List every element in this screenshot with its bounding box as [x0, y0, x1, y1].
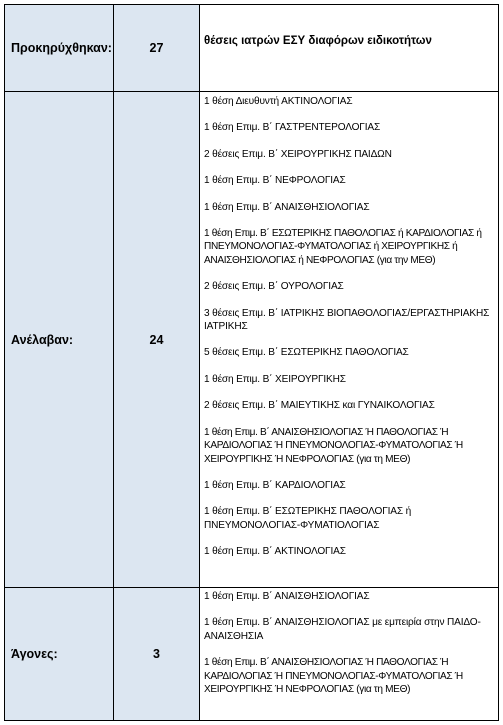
list-item: 1 θέση Επιμ. Β΄ ΑΝΑΙΣΘΗΣΙΟΛΟΓΙΑΣ Ή ΠΑΘΟΛΟΓΙΑΣ Ή ΚΑΡΔΙΟΛΟΓΙΑΣ Ή ΠΝΕΥΜΟΝΟΛΟΓΙΑΣ-ΦΥΜΑΤΟΛΟΓΙΑΣ Ή ΧΕΙΡΟΥΡΓΙΚΗΣ Ή ΝΕΦΡΟΛΟΓΙΑΣ (για τη ΜΕΘ)	[204, 426, 463, 465]
items-cell	[200, 92, 498, 587]
label-cell	[5, 92, 114, 587]
row-count: 3	[153, 647, 160, 661]
items-cell	[200, 588, 498, 720]
list-item: 1 θέση Επιμ. Β΄ ΑΝΑΙΣΘΗΣΙΟΛΟΓΙΑΣ	[204, 591, 370, 602]
count-cell	[114, 5, 200, 91]
list-item: 1 θέση Επιμ. Β΄ ΕΣΩΤΕΡΙΚΗΣ ΠΑΘΟΛΟΓΙΑΣ ή ΠΝΕΥΜΟΝΟΛΟΓΙΑΣ-ΦΥΜΑΤΙΟΛΟΓΙΑΣ	[204, 506, 412, 531]
row-announced	[5, 5, 498, 92]
list-item: 5 θέσεις Επιμ. Β΄ ΕΣΩΤΕΡΙΚΗΣ ΠΑΘΟΛΟΓΙΑΣ	[204, 347, 409, 359]
row-label: Άγονες:	[11, 647, 58, 661]
row-label: Ανέλαβαν:	[11, 332, 74, 347]
list-item: 2 θέσεις Επιμ. Β΄ ΜΑΙΕΥΤΙΚΗΣ και ΓΥΝΑΙΚΟΛΟΓΙΑΣ	[204, 400, 435, 412]
row-barren	[5, 588, 498, 720]
list-item: 1 θέση Επιμ. Β΄ ΓΑΣΤΡΕΝΤΕΡΟΛΟΓΙΑΣ	[204, 122, 381, 134]
row-description: θέσεις ιατρών ΕΣΥ διαφόρων ειδικοτήτων	[204, 35, 432, 48]
list-item: 1 θέση Επιμ. Β΄ ΑΝΑΙΣΘΗΣΙΟΛΟΓΙΑΣ	[204, 201, 370, 213]
list-item: 2 θέσεις Επιμ. Β΄ ΟΥΡΟΛΟΓΙΑΣ	[204, 281, 344, 293]
list-item: 1 θέση Επιμ. Β΄ ΑΝΑΙΣΘΗΣΙΟΛΟΓΙΑΣ με εμπειρία στην ΠΑΙΔΟ-ΑΝΑΙΣΘΗΣΙΑ	[204, 617, 481, 642]
row-count: 24	[149, 332, 164, 347]
count-cell	[114, 92, 200, 587]
list-item: 1 θέση Επιμ. Β΄ ΕΣΩΤΕΡΙΚΗΣ ΠΑΘΟΛΟΓΙΑΣ ή ΚΑΡΔΙΟΛΟΓΙΑΣ ή ΠΝΕΥΜΟΝΟΛΟΓΙΑΣ-ΦΥΜΑΤΟΛΟΓΙΑΣ ή ΧΕΙΡΟΥΡΓΙΚΗΣ ή ΑΝΑΙΣΘΗΣΙΟΛΟΓΙΑΣ ή ΝΕΦΡΟΛΟΓΙΑΣ (για την ΜΕΘ)	[204, 228, 482, 266]
positions-list	[204, 590, 495, 696]
list-item: 1 θέση Επιμ. Β΄ ΑΚΤΙΝΟΛΟΓΙΑΣ	[204, 546, 346, 558]
list-item: 1 θέση Επιμ. Β΄ ΝΕΦΡΟΛΟΓΙΑΣ	[204, 175, 346, 187]
description-cell	[200, 5, 498, 91]
positions-list	[204, 95, 495, 559]
list-item: 1 θέση Επιμ. Β΄ ΚΑΡΔΙΟΛΟΓΙΑΣ	[204, 479, 346, 491]
label-cell	[5, 588, 114, 720]
label-cell	[5, 5, 114, 91]
row-label: Προκηρύχθηκαν:	[11, 41, 112, 55]
row-taken	[5, 92, 498, 588]
list-item: 2 θέσεις Επιμ. Β΄ ΧΕΙΡΟΥΡΓΙΚΗΣ ΠΑΙΔΩΝ	[204, 148, 392, 160]
list-item: 1 θέση Επιμ. Β΄ ΑΝΑΙΣΘΗΣΙΟΛΟΓΙΑΣ Ή ΠΑΘΟΛΟΓΙΑΣ Ή ΚΑΡΔΙΟΛΟΓΙΑΣ Ή ΠΝΕΥΜΟΝΟΛΟΓΙΑΣ-ΦΥΜΑΤΟΛΟΓΙΑΣ Ή ΧΕΙΡΟΥΡΓΙΚΗΣ Ή ΝΕΦΡΟΛΟΓΙΑΣ (για τη ΜΕΘ)	[204, 657, 463, 696]
list-item: 1 θέση Επιμ. Β΄ ΧΕΙΡΟΥΡΓΙΚΗΣ	[204, 373, 346, 385]
positions-table	[4, 4, 499, 721]
list-item: 3 θέσεις Επιμ. Β΄ ΙΑΤΡΙΚΗΣ ΒΙΟΠΑΘΟΛΟΓΙΑΣ/ΕΡΓΑΣΤΗΡΙΑΚΗΣ ΙΑΤΡΙΚΗΣ	[204, 307, 490, 333]
count-cell	[114, 588, 200, 720]
list-item: 1 θέση Διευθυντή ΑΚΤΙΝΟΛΟΓΙΑΣ	[204, 96, 353, 107]
row-count: 27	[149, 41, 164, 55]
